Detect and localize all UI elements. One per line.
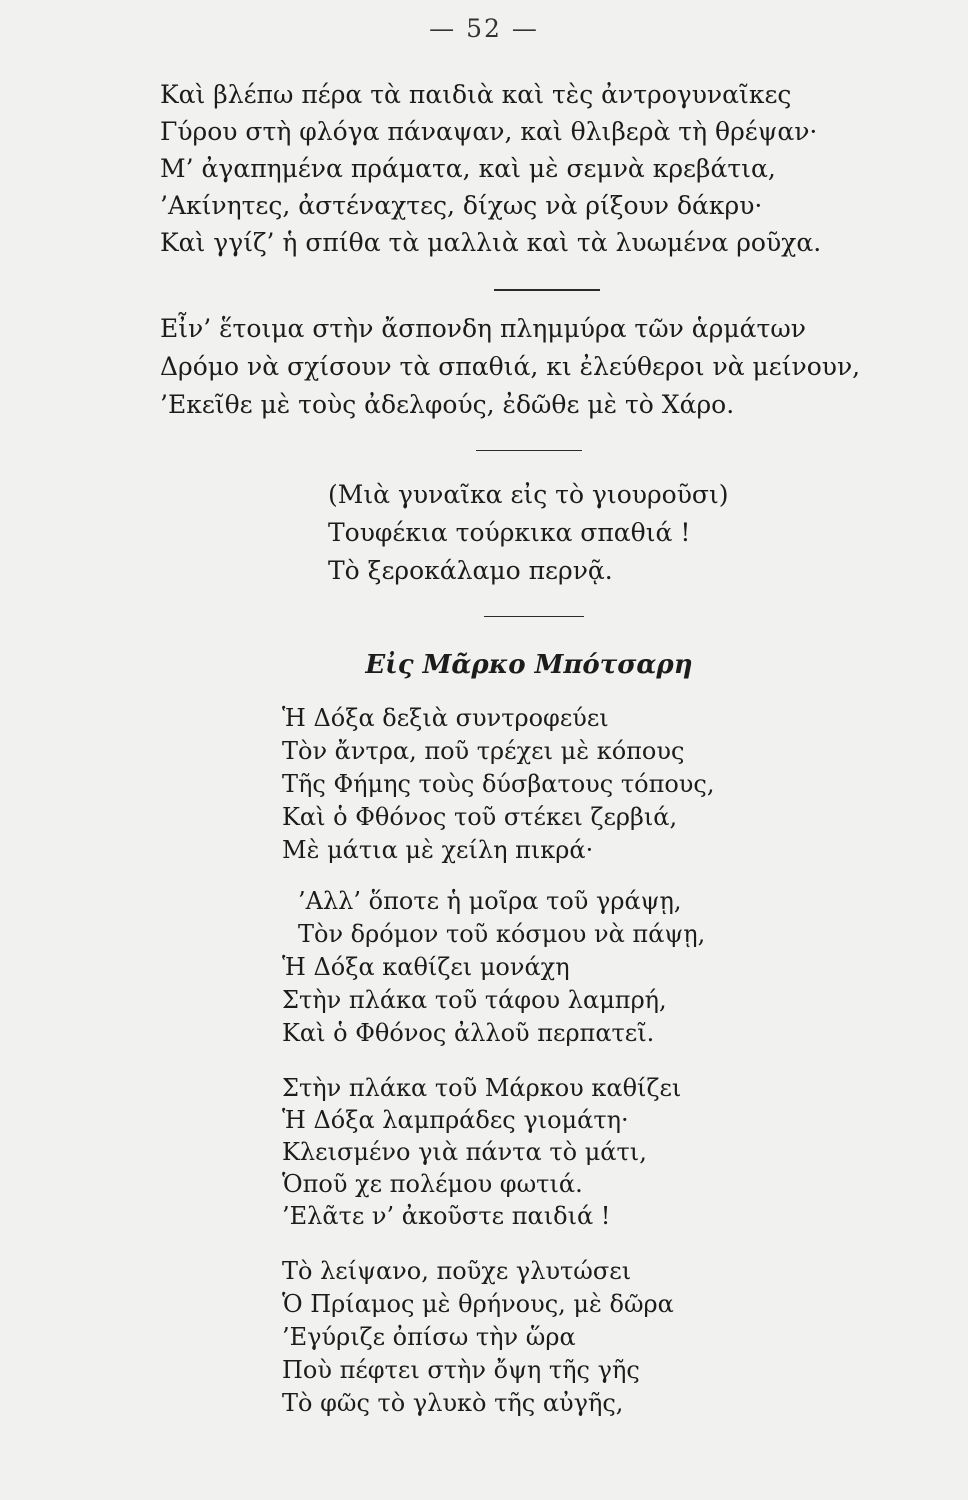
verse-line: Στὴν πλάκα τοῦ τάφου λαμπρή, [282,986,667,1014]
verse-line: Ὁποῦ χε πολέμου φωτιά. [282,1170,583,1198]
stanza-7 [282,1255,674,1420]
verse-line: Κλεισμένο γιὰ πάντα τὸ μάτι, [282,1138,647,1166]
verse-line: Ἡ Δόξα λαμπράδες γιομάτη· [282,1106,629,1134]
verse-line: ’Ακίνητες, ἀστέναχτες, δίχως νὰ ρίξουν δάκρυ· [160,191,763,220]
poem-title: Εἰς Μᾶρκο Μπότσαρη [365,650,693,680]
verse-line: Στὴν πλάκα τοῦ Μάρκου καθίζει [282,1074,682,1102]
verse-line: Εἶν’ ἕτοιμα στὴν ἄσπονδη πλημμύρα τῶν ἁρμάτων [160,314,806,343]
verse-line: Τῆς Φήμης τοὺς δύσβατους τόπους, [282,770,715,798]
verse-line: ’Αλλ’ ὅποτε ἡ μοῖρα τοῦ γράψῃ, [298,887,682,915]
verse-line: Μ’ ἀγαπημένα πράματα, καὶ μὲ σεμνὰ κρεβάτια, [160,154,776,183]
verse-line: Τὸ φῶς τὸ γλυκὸ τῆς αὐγῆς, [282,1389,624,1417]
verse-line: Γύρου στὴ φλόγα πάναψαν, καὶ θλιβερὰ τὴ θρέψαν· [160,117,818,146]
verse-line: ’Εγύριζε ὀπίσω τὴν ὥρα [282,1323,576,1351]
verse-line: Καὶ ὁ Φθόνος τοῦ στέκει ζερβιά, [282,803,678,831]
verse-line: (Μιὰ γυναῖκα εἰς τὸ γιουροῦσι) [328,480,729,509]
page-number: — 52 — [429,14,539,43]
verse-line: ’Εκεῖθε μὲ τοὺς ἀδελφούς, ἐδῶθε μὲ τὸ Χάρο. [160,390,735,419]
stanza-2 [160,310,860,424]
verse-line: Καὶ ὁ Φθόνος ἀλλοῦ περπατεῖ. [282,1019,655,1047]
stanza-4 [282,702,714,867]
section-divider [476,450,582,451]
verse-line: Ἡ Δόξα δεξιὰ συντροφεύει [282,704,609,732]
verse-line: ’Ελᾶτε ν’ ἀκοῦστε παιδιά ! [282,1202,611,1230]
section-divider [484,616,584,617]
verse-line: Ὁ Πρίαμος μὲ θρήνους, μὲ δῶρα [282,1290,674,1318]
verse-line: Τὸ λείψανο, ποῦχε γλυτώσει [282,1257,632,1285]
stanza-6 [282,1072,681,1232]
verse-line: Καὶ βλέπω πέρα τὰ παιδιὰ καὶ τὲς ἀντρογυναῖκες [160,80,792,109]
verse-line: Τὸν δρόμον τοῦ κόσμου νὰ πάψῃ, [298,920,706,948]
stanza-3 [328,476,729,590]
stanza-5 [282,885,705,1050]
stanza-1 [160,76,821,261]
verse-line: Μὲ μάτια μὲ χείλη πικρά· [282,836,594,864]
verse-line: Τὸν ἄντρα, ποῦ τρέχει μὲ κόπους [282,737,685,765]
verse-line: Καὶ γγίζ’ ἡ σπίθα τὰ μαλλιὰ καὶ τὰ λυωμένα ροῦχα. [160,228,822,257]
verse-line: Δρόμο νὰ σχίσουν τὰ σπαθιά, κι ἐλεύθεροι νὰ μείνουν, [160,352,861,381]
section-divider [494,289,600,291]
verse-line: Ἡ Δόξα καθίζει μονάχη [282,953,570,981]
verse-line: Τὸ ξεροκάλαμο περνᾷ. [328,556,613,585]
verse-line: Τουφέκια τούρκικα σπαθιά ! [328,518,691,547]
verse-line: Ποὺ πέφτει στὴν ὄψη τῆς γῆς [282,1356,640,1384]
